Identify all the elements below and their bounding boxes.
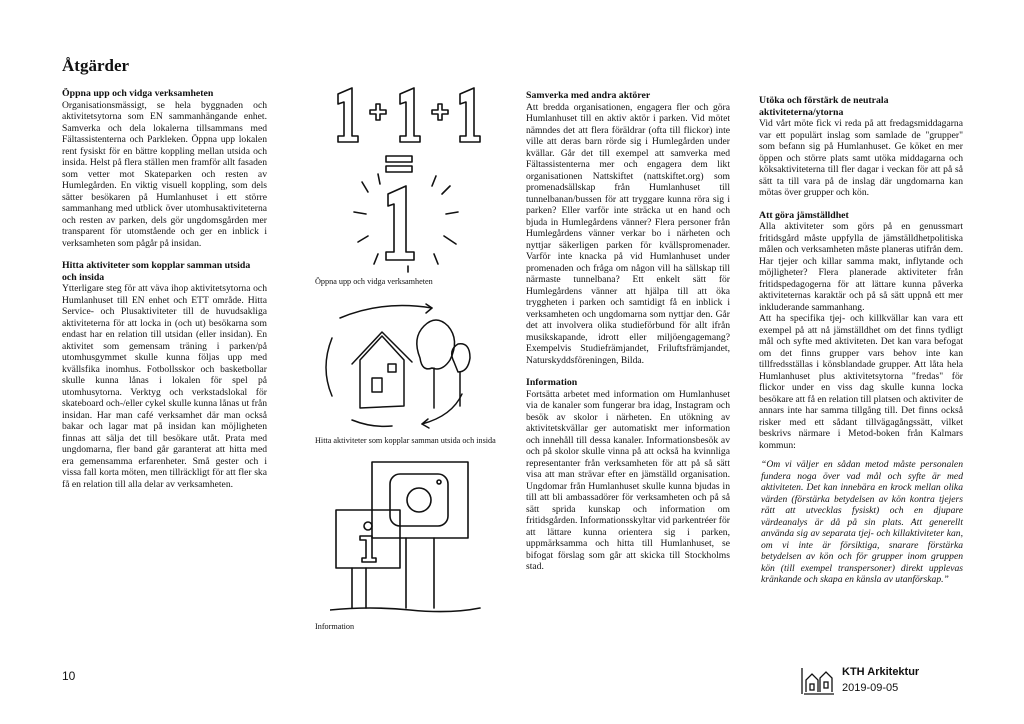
section-body-jamstalldhet: Alla aktiviteter som görs på en genussmart fritidsgård måste uppfylla de jämställdhetpolitiska målen och verksamheten måste planeras utifrån dem. Har tjejer och killar samma makt, inflytande och möjligheter? Flera planerade aktiviteter från fritidspedagogerna för att lättare kunna påverka aktiviteternas karaktär och på så sätt uppnå ett mer inkluderande sammanhang. xyxy=(759,221,963,313)
section-body-hitta: Ytterligare steg för att väva ihop aktivitetsytorna och Humlanhuset till EN enhet och ETT område. Hitta Service- och Plusaktiviteter till de huvudsakliga aktiviteterna för att locka in (och ut) besökarna som endast har en relation till utsidan (eller insidan). En aktivitet som gemensam träning i parken/på utomhusgymmet skulle kunna följas upp med kvällsfika inomhus. Fotbollsskor och basketbollar skulle kunna lånas i lokalen för spel på utomhusytorna. Verktyg och verkstadslokal för skateboard och-/eller cykel skulle kunna lånas ut från insidan. Har man café verksamhet där man också bakar och lagar mat på insidan kan möjligheten finnas att sälja det till besökare utåt. Prata med ungdomarna, fler band går garanterat att hitta med era gemensamma erfarenheter. Små gester och i vissa fall korta möten, men tillräckligt för att fler ska få en relation till alla delar av verksamheten. xyxy=(62,283,267,490)
caption-house: Hitta aktiviteter som kopplar samman utsida och insida xyxy=(315,436,496,445)
page-title: Åtgärder xyxy=(62,56,130,75)
section-heading-jamstalldhet: Att göra jämställdhet xyxy=(759,209,849,221)
section-heading-information: Information xyxy=(526,377,578,388)
equation-illustration xyxy=(318,82,508,277)
section-body-oppna: Organisationsmässigt, se hela byggnaden och aktivitetsytorna som EN sammanhängande enhet. Samverka och dela lokalerna tillsammans med Fältassistenterna och Parkleken. Öppna upp lokalen rent fysiskt för en bättre koppling mellan utsida och insida. Helst på flera ställen men framför allt fasaden som vetter mot Skateparken och resten av Humlegården. En viktig visuell koppling, som dels sätter besökaren på Humlanhuset i ett större sammanhang med utblick över utomhusaktiviteterna och resten av parken, dels gör ungdomsgården mer transparent för utomstående och ger en inblick i verksamheten som pågår på insidan. xyxy=(62,99,267,249)
house-illustration xyxy=(312,298,482,433)
section-heading-utoka: Utöka och förstärk de neutrala aktiviteterna/ytorna xyxy=(759,95,889,118)
section-body-jamstalldhet-2: Att ha specifika tjej- och killkvällar kan vara ett exempel på att nå jämställdhet om det finns tydligt mål och syfte med aktiviteten. Det kan vara befogat om det finns grupper vars behov inte kan tillfredsställas i könsblandade grupper. Att låta hela Humlanhuset plus aktivitetsytorna "fredas" för flickor under en viss dag skulle kunna locka besökare att få en relation till platsen och aktiviter de annars inte har samma tillgång till. Det finns också risker med ett sådant tillvägagångssätt, vilket beskrivs närmare i Metod-boken från Kalmars kommun: xyxy=(759,313,963,451)
caption-equation: Öppna upp och vidga verksamheten xyxy=(315,277,433,286)
footer-brand: KTH Arkitektur xyxy=(842,666,920,678)
section-heading-hitta: Hitta aktiviteter som kopplar samman utsida och insida xyxy=(62,260,251,283)
column-middle-text xyxy=(526,90,730,573)
quote-metod-boken: “Om vi väljer en sådan metod måste personalen fundera noga över vad mål och syfte är med aktiviteten. Det kan innebära en krock mellan olika värden (förstärka betydelsen av kön kontra tjejers rätt att utvecklas fysiskt) och en djupare värdeanalys är då på sin plats. Att generellt använda sig av separata tjej- och killaktiviteter kan, om vi inte är försiktiga, snarare förstärka betydelsen av kön och för grupper inom gruppen kön (till exempel transpersoner) direkt upplevas kränkande och skapa en känsla av utanförskap.” xyxy=(761,459,963,585)
footer-date: 2019-09-05 xyxy=(842,682,899,694)
section-heading-samverka: Samverka med andra aktörer xyxy=(526,90,651,101)
column-right-text xyxy=(759,95,963,586)
kth-logo-icon xyxy=(800,666,836,696)
page-number: 10 xyxy=(62,669,76,683)
sign-illustration xyxy=(330,458,490,618)
section-body-information: Fortsätta arbetet med information om Humlanhuset via de kanaler som fungerar bra idag, Instagram och besök av skolor i närheten. En utökning av aktivitetskvällar ger automatiskt mer information och innehåll till dessa kanaler. Informationsbesök av och på skolor skulle vinna på att också ha kvinnliga representanter från verksamheten för att på så sätt visa att man strävar efter en jämställd organisation. Ungdomar från Humlanhuset skulle kunna bjudas in till att bli ambassadörer för verksamheten och på så sätt sprida kunskap och information om fritidsgården. Informationsskyltar vid parkentréer för att lättare kunna orientera sig i parken, uppmärksamma och hitta till Humlanhuset, se bifogat förslag som går att skicka till Stockholms stad. xyxy=(526,388,730,572)
section-body-samverka: Att bredda organisationen, engagera fler och göra Humlanhuset till en aktiv aktör i parken. Vid mötet nämndes det att flera föräldrar (ofta till flickor) inte ville att deras barn rörde sig i Humlegården under kvällar. Går det till exempel att samverka med Fältassistenterna mer och engagera dem likt organisationen Nattskiftet (nattskiftet.org) som promenadsällskap från Humlanhuset till tunnelbanan/bussen för att tryggare kunna röra sig i parken? Eller varför inte sträcka ut en hand och bjuda in Humlegårdens vänner? Flera personer från Humlegårdens vänner verkar bo i närheten och nyttjar säkerligen parken för kvällspromenader. Varför inte knacka på vid Humlanhuset under promenaden och fråga om någon vill ha sällskap till närmaste tunnelbana? Ett enkelt sätt för Humlegårdens vänner att hjälpa till att öka tryggheten i parken och samtidigt få en inblick i verksamheten och ungdomarna som nyttjar den. Går det att involvera olika studieförbund för allt ifrån musikskapande, idrott eller miljöengagemang? Exempelvis Studiefrämjandet, Friluftsfrämjandet, Naturskyddsföreningen, Bilda. xyxy=(526,101,730,366)
section-body-utoka: Vid vårt möte fick vi reda på att fredagsmiddagarna var ett populärt inslag som samlade de "grupper" som befann sig på Humlanhuset. Ge köket en mer öppen och större plats samt utöka middagarna och köksaktiviteterna till fler dagar i veckan för att på så sätt ta till vara på de inslag där ungdomarna kan mötas över grupper och kön. xyxy=(759,118,963,198)
column-left-text xyxy=(62,88,267,490)
caption-sign: Information xyxy=(315,622,355,631)
section-heading-oppna: Öppna upp och vidga verksamheten xyxy=(62,88,214,99)
